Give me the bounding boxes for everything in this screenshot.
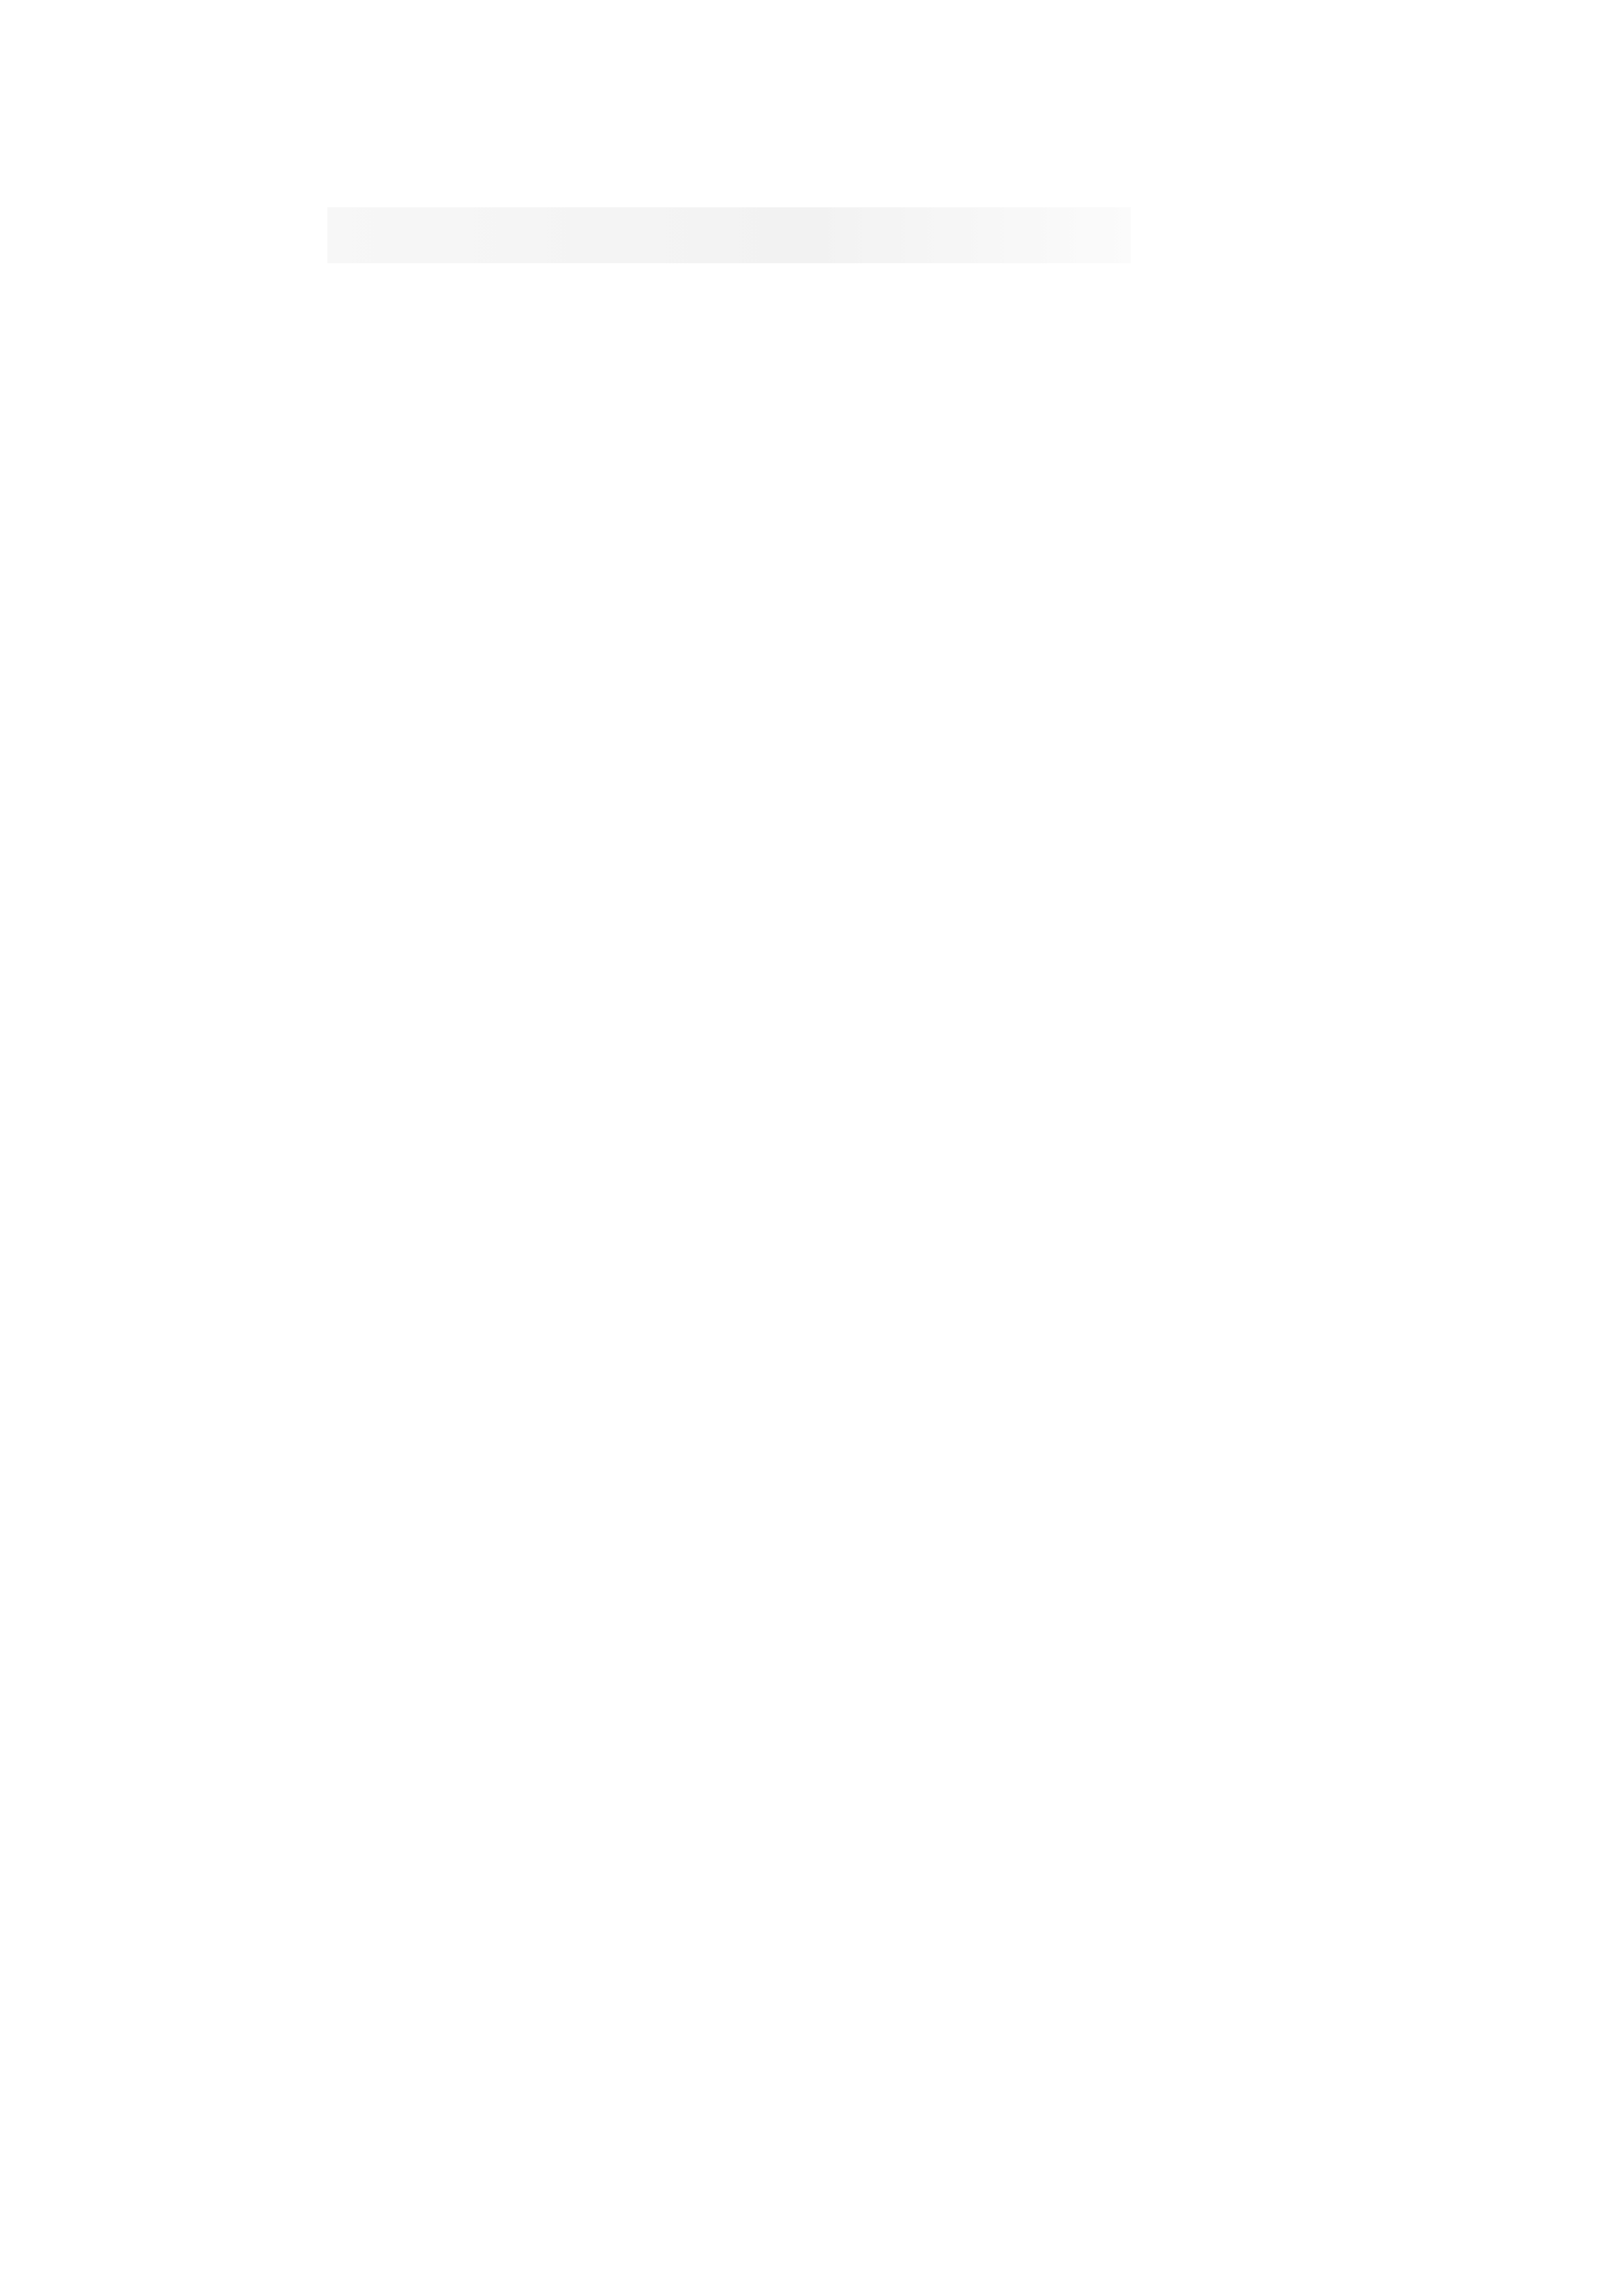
chapter-heading-band — [327, 207, 1131, 263]
